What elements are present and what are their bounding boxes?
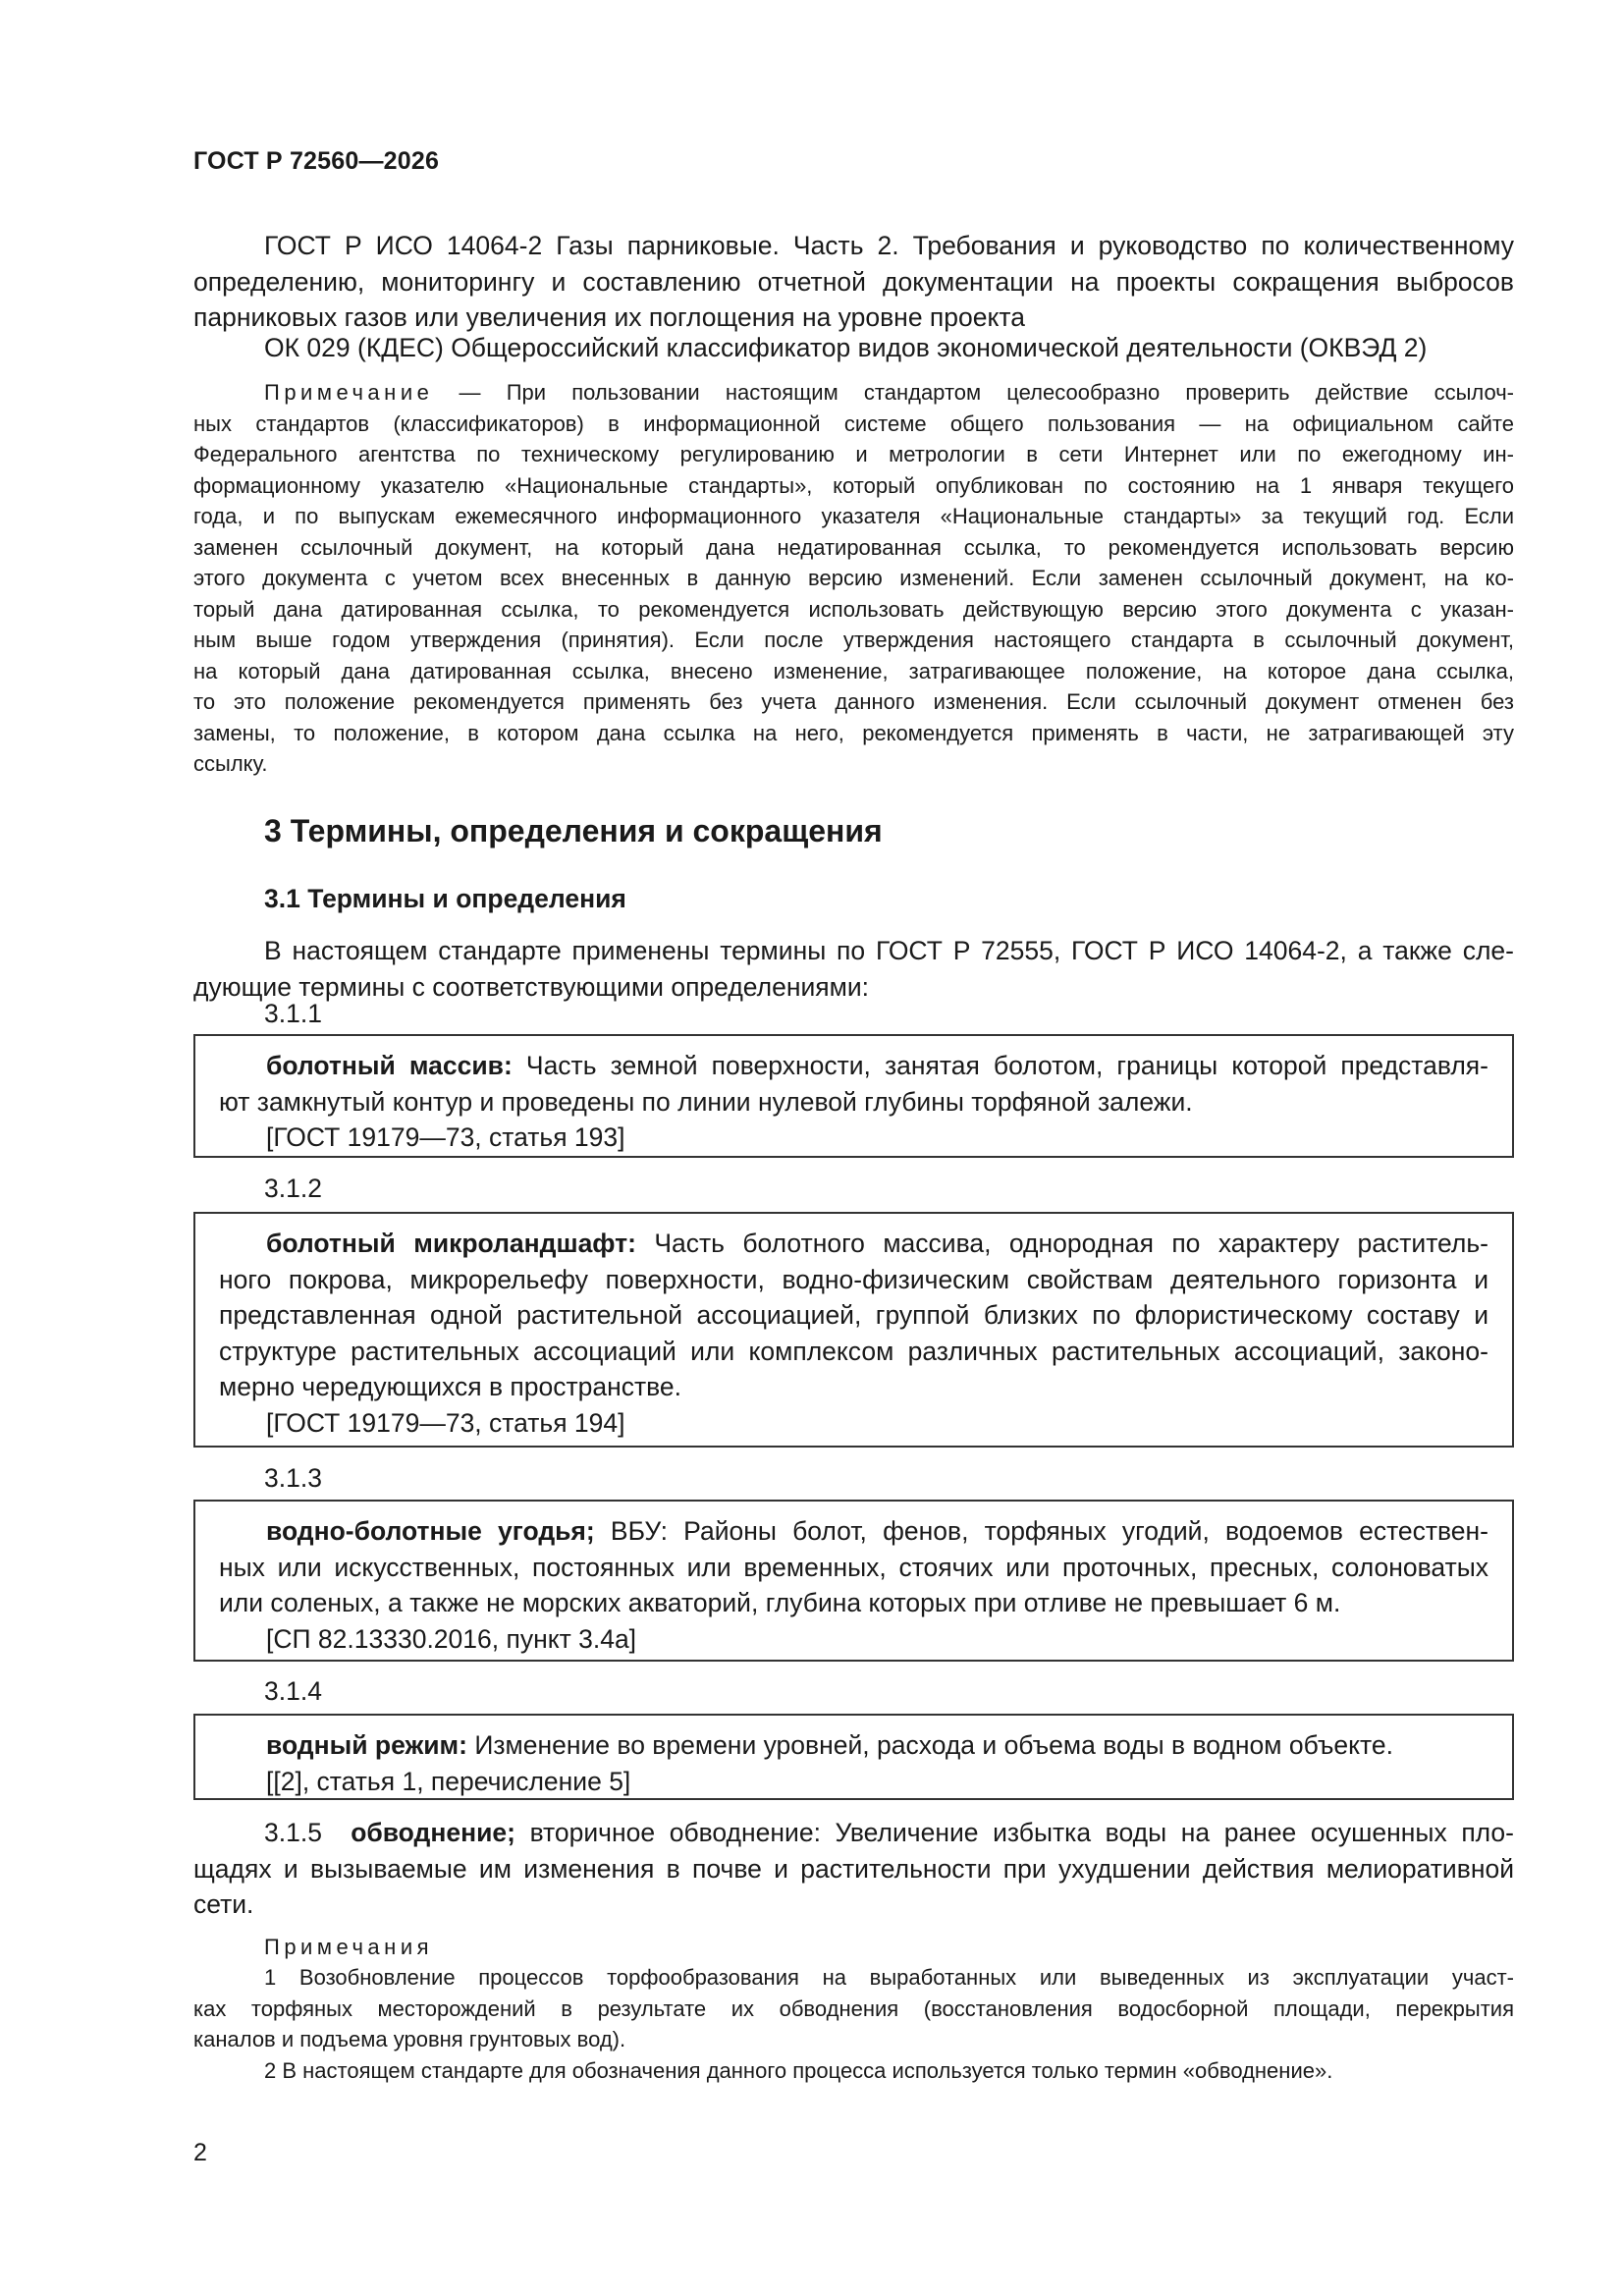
term-box (193, 1212, 1514, 1448)
note-line: замены, то положение, в котором дана ссылка на него, рекомендуется применять в части, не затрагивающей эту (193, 720, 1514, 745)
term-definition-line: вторичное обводнение: Увеличение избытка воды на ранее осушенных пло- (514, 1818, 1514, 1847)
note-line: года, и по выпускам ежемесячного информационного указателя «Национальные стандарты» за текущий год. Если (193, 504, 1514, 528)
term-name: обводнение; (351, 1818, 515, 1847)
note-item-line: ках торфяных месторождений в результате их обводнения (восстановления водосборной площади, перекрытия (193, 1995, 1514, 2021)
section-intro (193, 933, 1514, 1005)
subsection-title: 3.1 Термины и определения (264, 884, 626, 913)
term-definition-line: мерно чередующихся в пространстве. (219, 1372, 682, 1401)
term-definition-line: Часть болотного массива, однородная по характеру раститель- (635, 1229, 1488, 1258)
note-item-line: 2 В настоящем стандарте для обозначения данного процесса используется только термин «обводнение». (264, 2057, 1333, 2083)
term-source: [ГОСТ 19179—73, статья 194] (266, 1407, 625, 1438)
section-title: 3 Термины, определения и сокращения (264, 813, 883, 848)
term-name: болотный микроландшафт: (266, 1229, 636, 1258)
intro-line: дующие термины с соответствующими определениями: (193, 971, 870, 1002)
note-label: Примечание (264, 380, 434, 405)
term-name: водный режим: (266, 1730, 467, 1760)
term-number: 3.1.1 (264, 999, 322, 1028)
note-line: заменен ссылочный документ, на который дана недатированная ссылка, то рекомендуется использовать версию (193, 534, 1514, 560)
page-number: 2 (193, 2139, 207, 2166)
note-line: — При пользовании настоящим стандартом целесообразно проверить действие ссылоч- (433, 380, 1514, 405)
term-number: 3.1.4 (264, 1676, 322, 1706)
note-item-line: 1 Возобновление процессов торфообразования на выработанных или выведенных из эксплуатации участ- (264, 1965, 1514, 1990)
term-source: [[2], статья 1, перечисление 5] (266, 1766, 631, 1796)
document-code: ГОСТ Р 72560—2026 (193, 147, 440, 175)
reference-ok-029 (264, 330, 1514, 366)
note-line: торый дана датированная ссылка, то рекомендуется использовать действующую версию этого документа с указан- (193, 596, 1514, 622)
notes-block (193, 1962, 1514, 2086)
term-box (193, 1034, 1514, 1158)
term-definition-line: ют замкнутый контур и проведены по линии нулевой глубины торфяной залежи. (219, 1086, 1193, 1117)
term-definition-line: ного покрова, микрорельефу поверхности, водно-физическим свойствам деятельного горизонта и (219, 1264, 1488, 1294)
term-number: 3.1.3 (264, 1463, 322, 1493)
note-line: Федерального агентства по техническому регулированию и метрологии в сети Интернет или по ежегодному ин- (193, 442, 1514, 466)
note-line: этого документа с учетом всех внесенных в данную версию изменений. Если заменен ссылочный документ, на ко- (193, 566, 1514, 590)
term-definition-line: или соленых, а также не морских акваторий, глубина которых при отливе не превышает 6 м. (219, 1588, 1341, 1617)
notes-label: Примечания (264, 1935, 434, 1959)
term-definition-line: сети. (193, 1889, 254, 1919)
term-definition-line: ВБУ: Районы болот, фенов, торфяных угодий, водоемов естествен- (594, 1516, 1489, 1546)
term-definition-line: щадях и вызываемые им изменения в почве и растительности при ухудшении действия мелиоративной (193, 1853, 1514, 1884)
ref-line: парниковых газов или увеличения их поглощения на уровне проекта (193, 302, 1025, 332)
note-line: ных стандартов (классификаторов) в информационной системе общего пользования — на официальном сайте (193, 410, 1514, 436)
note-line: на который дана датированная ссылка, внесено изменение, затрагивающее положение, на которое дана ссылка, (193, 658, 1514, 683)
term-definition-line: ных или искусственных, постоянных или временных, стоячих или проточных, пресных, солоноватых (219, 1552, 1488, 1582)
note-item-line: каналов и подъема уровня грунтовых вод). (193, 2027, 626, 2051)
note-line: ссылку. (193, 751, 268, 776)
term-number: 3.1.2 (264, 1174, 322, 1203)
note-line: ным выше годом утверждения (принятия). Если после утверждения настоящего стандарта в ссылочный документ, (193, 628, 1514, 652)
term-3-1-5 (193, 1815, 1514, 1923)
term-definition-line: представленная одной растительной ассоциацией, группой близких по флористическому составу и (219, 1300, 1488, 1330)
term-source: [ГОСТ 19179—73, статья 193] (266, 1122, 625, 1152)
reference-gost-14064-2 (193, 228, 1514, 336)
intro-line: В настоящем стандарте применены термины по ГОСТ Р 72555, ГОСТ Р ИСО 14064-2, а также сле- (264, 936, 1514, 965)
note-line: формационному указателю «Национальные стандарты», который опубликован по состоянию на 1 января текущего (193, 472, 1514, 498)
term-definition-line: структуре растительных ассоциаций или комплексом различных растительных ассоциаций, законо- (219, 1336, 1488, 1366)
term-box (193, 1500, 1514, 1662)
ref-line: определению, мониторингу и составлению отчетной документации на проекты сокращения выбросов (193, 266, 1514, 297)
note-block (193, 377, 1514, 780)
term-number: 3.1.5 (264, 1818, 322, 1847)
term-name: водно-болотные угодья; (266, 1516, 595, 1546)
term-source: [СП 82.13330.2016, пункт 3.4а] (266, 1623, 637, 1654)
term-definition-line: Изменение во времени уровней, расхода и объема воды в водном объекте. (466, 1730, 1393, 1760)
term-definition-line: Часть земной поверхности, занятая болотом, границы которой представля- (512, 1051, 1488, 1080)
ref-line: ОК 029 (КДЕС) Общероссийский классификатор видов экономической деятельности (ОКВЭД 2) (264, 333, 1428, 362)
term-name: болотный массив: (266, 1051, 513, 1080)
note-line: то это положение рекомендуется применять без учета данного изменения. Если ссылочный документ отменен без (193, 689, 1514, 714)
ref-line: ГОСТ Р ИСО 14064-2 Газы парниковые. Часть 2. Требования и руководство по количественному (264, 231, 1514, 260)
term-box (193, 1714, 1514, 1800)
